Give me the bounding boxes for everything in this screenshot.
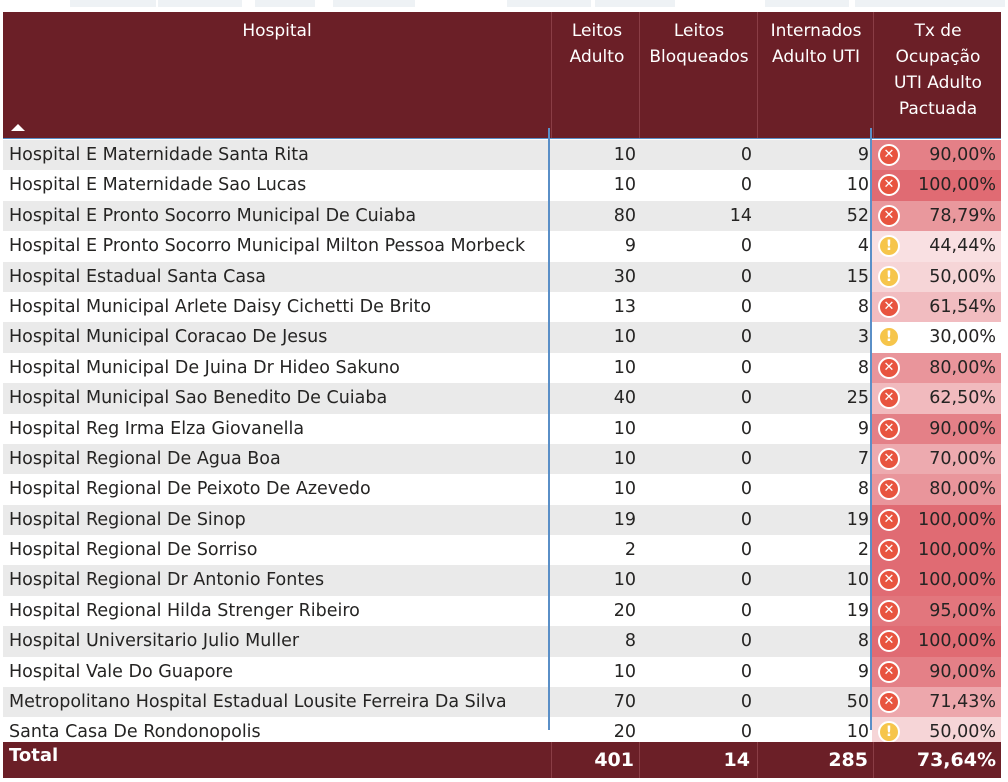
cell-leitos-adulto: 10 (613, 327, 636, 348)
cell-leitos-bloqueados: 0 (740, 175, 752, 196)
taxa-value: 100,00% (918, 631, 996, 652)
table-row[interactable] (3, 657, 1001, 687)
cell-internados: 15 (846, 266, 869, 287)
table-row[interactable] (3, 505, 1001, 535)
cell-hospital-name: Hospital Municipal Coracao De Jesus (9, 327, 328, 348)
error-circle-icon: ✕ (878, 630, 900, 652)
error-circle-icon: ✕ (878, 418, 900, 440)
cell-hospital-name: Hospital E Maternidade Sao Lucas (9, 175, 307, 196)
tab-stub[interactable] (255, 0, 315, 7)
cell-hospital-name: Hospital Municipal De Juina Dr Hideo Sakuno (9, 357, 400, 378)
cell-leitos-bloqueados: 0 (740, 388, 752, 409)
cell-internados: 7 (857, 448, 869, 469)
total-taxa-ocupacao: 73,64% (916, 749, 996, 771)
cell-leitos-bloqueados: 0 (740, 357, 752, 378)
table-row[interactable] (3, 201, 1001, 231)
cell-leitos-bloqueados: 0 (740, 631, 752, 652)
column-divider (639, 12, 640, 138)
taxa-value: 100,00% (918, 540, 996, 561)
cell-internados: 50 (846, 692, 869, 713)
taxa-value: 50,00% (929, 266, 996, 287)
cell-leitos-adulto: 10 (613, 661, 636, 682)
cell-leitos-adulto: 10 (613, 357, 636, 378)
cell-taxa-ocupacao (872, 565, 1001, 595)
column-header-label: Internados Adulto UTI (770, 21, 862, 67)
cell-taxa-ocupacao (872, 231, 1001, 261)
taxa-value: 95,00% (929, 600, 996, 621)
error-circle-icon: ✕ (878, 296, 900, 318)
table-row[interactable] (3, 140, 1001, 170)
total-leitos-adulto: 401 (594, 749, 634, 771)
cell-taxa-ocupacao (872, 292, 1001, 322)
cell-taxa-ocupacao (872, 687, 1001, 717)
taxa-value: 100,00% (918, 175, 996, 196)
tab-stub[interactable] (855, 0, 1005, 7)
error-circle-icon: ✕ (878, 387, 900, 409)
error-circle-icon: ✕ (878, 205, 900, 227)
cell-hospital-name: Metropolitano Hospital Estadual Lousite Ferreira Da Silva (9, 692, 507, 713)
cell-leitos-adulto: 9 (624, 236, 636, 257)
table-row[interactable] (3, 383, 1001, 413)
error-circle-icon: ✕ (878, 600, 900, 622)
cell-leitos-bloqueados: 0 (740, 327, 752, 348)
taxa-value: 71,43% (929, 692, 996, 713)
cell-hospital-name: Hospital Regional De Sorriso (9, 540, 258, 561)
cell-taxa-ocupacao (872, 657, 1001, 687)
column-divider (551, 12, 552, 138)
cell-taxa-ocupacao (872, 414, 1001, 444)
cell-leitos-adulto: 10 (613, 479, 636, 500)
error-circle-icon: ✕ (878, 478, 900, 500)
cell-internados: 8 (857, 479, 869, 500)
taxa-value: 90,00% (929, 145, 996, 165)
cell-hospital-name: Hospital Municipal Arlete Daisy Cichetti De Brito (9, 296, 432, 317)
column-header-leitos-adulto[interactable] (555, 12, 639, 138)
table-body[interactable] (3, 140, 1001, 742)
cell-leitos-adulto: 70 (613, 692, 636, 713)
taxa-value: 78,79% (929, 205, 996, 226)
cell-taxa-ocupacao (872, 140, 1001, 170)
cell-internados: 19 (846, 600, 869, 621)
cell-internados: 19 (846, 509, 869, 530)
warning-circle-icon: ! (878, 266, 900, 288)
hospital-occupancy-table (3, 12, 1001, 742)
taxa-value: 90,00% (929, 661, 996, 682)
cell-taxa-ocupacao (872, 505, 1001, 535)
table-row[interactable] (3, 170, 1001, 200)
taxa-value: 70,00% (929, 448, 996, 469)
cell-internados: 10 (846, 175, 869, 196)
column-divider (757, 12, 758, 138)
table-row[interactable] (3, 535, 1001, 565)
cell-taxa-ocupacao (872, 535, 1001, 565)
cell-leitos-bloqueados: 0 (740, 570, 752, 591)
cell-taxa-ocupacao (872, 322, 1001, 352)
taxa-value: 100,00% (918, 509, 996, 530)
tab-stub[interactable] (158, 0, 242, 7)
cell-leitos-adulto: 40 (613, 388, 636, 409)
total-leitos-bloqueados: 14 (723, 749, 750, 771)
cell-internados: 8 (857, 357, 869, 378)
table-row[interactable] (3, 414, 1001, 444)
tab-stub[interactable] (595, 0, 675, 7)
cell-leitos-adulto: 19 (613, 509, 636, 530)
cell-hospital-name: Hospital Universitario Julio Muller (9, 631, 300, 652)
tab-stub[interactable] (333, 0, 415, 7)
taxa-value: 100,00% (918, 570, 996, 591)
cell-internados: 10 (846, 570, 869, 591)
cell-hospital-name: Hospital E Pronto Socorro Municipal Milton Pessoa Morbeck (9, 236, 526, 257)
column-header-leitos-bloqueados[interactable] (641, 12, 757, 138)
cell-taxa-ocupacao (872, 626, 1001, 656)
cell-leitos-adulto: 10 (613, 175, 636, 196)
column-divider (873, 12, 874, 138)
taxa-value: 50,00% (929, 722, 996, 742)
error-circle-icon: ✕ (878, 509, 900, 531)
cell-leitos-bloqueados: 0 (740, 540, 752, 561)
column-separator-line (870, 128, 872, 730)
taxa-value: 62,50% (929, 388, 996, 409)
table-row[interactable] (3, 292, 1001, 322)
table-row[interactable] (3, 474, 1001, 504)
column-header-hospital[interactable] (3, 12, 551, 138)
cell-leitos-bloqueados: 0 (740, 722, 752, 742)
cell-internados: 9 (857, 145, 869, 165)
table-row[interactable] (3, 231, 1001, 261)
column-header-internados[interactable] (759, 12, 873, 138)
cell-internados: 10 (846, 722, 869, 742)
error-circle-icon: ✕ (878, 691, 900, 713)
tab-stub[interactable] (765, 0, 849, 7)
table-row[interactable] (3, 565, 1001, 595)
cell-hospital-name: Hospital Reg Irma Elza Giovanella (9, 418, 305, 439)
column-header-label: Leitos Bloqueados (649, 21, 749, 67)
taxa-value: 30,00% (929, 327, 996, 348)
cell-leitos-adulto: 30 (613, 266, 636, 287)
cell-leitos-bloqueados: 0 (740, 266, 752, 287)
warning-circle-icon: ! (878, 721, 900, 742)
total-row (3, 742, 1001, 778)
table-row[interactable] (3, 353, 1001, 383)
table-row[interactable] (3, 626, 1001, 656)
cell-leitos-bloqueados: 0 (740, 692, 752, 713)
warning-circle-icon: ! (878, 235, 900, 257)
cell-leitos-bloqueados: 0 (740, 296, 752, 317)
error-circle-icon: ✕ (878, 539, 900, 561)
error-circle-icon: ✕ (878, 569, 900, 591)
total-internados: 285 (828, 749, 868, 771)
error-circle-icon: ✕ (878, 174, 900, 196)
cell-hospital-name: Hospital E Maternidade Santa Rita (9, 145, 309, 165)
cell-leitos-bloqueados: 0 (740, 509, 752, 530)
cell-leitos-adulto: 10 (613, 448, 636, 469)
cell-hospital-name: Hospital Regional De Peixoto De Azevedo (9, 479, 371, 500)
table-row[interactable] (3, 596, 1001, 626)
cell-leitos-bloqueados: 0 (740, 479, 752, 500)
cell-hospital-name: Hospital E Pronto Socorro Municipal De Cuiaba (9, 205, 417, 226)
cell-leitos-bloqueados: 0 (740, 418, 752, 439)
cell-leitos-bloqueados: 0 (740, 145, 752, 165)
cell-leitos-adulto: 20 (613, 600, 636, 621)
cell-internados: 52 (846, 205, 869, 226)
cell-leitos-bloqueados: 0 (740, 236, 752, 257)
cell-leitos-bloqueados: 14 (729, 205, 752, 226)
cell-internados: 8 (857, 296, 869, 317)
cell-hospital-name: Hospital Regional De Sinop (9, 509, 246, 530)
taxa-value: 80,00% (929, 357, 996, 378)
warning-circle-icon: ! (878, 326, 900, 348)
table-header (3, 12, 1001, 138)
cell-internados: 4 (857, 236, 869, 257)
cell-internados: 9 (857, 418, 869, 439)
cell-hospital-name: Hospital Estadual Santa Casa (9, 266, 266, 287)
table-row[interactable] (3, 322, 1001, 352)
cell-leitos-bloqueados: 0 (740, 448, 752, 469)
taxa-value: 80,00% (929, 479, 996, 500)
cell-taxa-ocupacao (872, 170, 1001, 200)
cell-taxa-ocupacao (872, 444, 1001, 474)
tab-stub[interactable] (507, 0, 591, 7)
cell-taxa-ocupacao (872, 353, 1001, 383)
cell-taxa-ocupacao (872, 474, 1001, 504)
cell-leitos-bloqueados: 0 (740, 661, 752, 682)
error-circle-icon: ✕ (878, 661, 900, 683)
error-circle-icon: ✕ (878, 448, 900, 470)
cell-taxa-ocupacao (872, 596, 1001, 626)
taxa-value: 44,44% (929, 236, 996, 257)
cell-internados: 2 (857, 540, 869, 561)
cell-leitos-adulto: 10 (613, 145, 636, 165)
sort-ascending-icon[interactable] (11, 124, 25, 131)
column-header-label: Leitos Adulto (569, 21, 625, 67)
cell-internados: 3 (857, 327, 869, 348)
error-circle-icon: ✕ (878, 144, 900, 166)
cell-hospital-name: Santa Casa De Rondonopolis (9, 722, 261, 742)
cell-taxa-ocupacao (872, 201, 1001, 231)
cell-taxa-ocupacao (872, 383, 1001, 413)
header-underline (3, 138, 1001, 139)
cell-leitos-adulto: 13 (613, 296, 636, 317)
tab-stub[interactable] (70, 0, 156, 7)
cell-leitos-bloqueados: 0 (740, 600, 752, 621)
taxa-value: 90,00% (929, 418, 996, 439)
cell-hospital-name: Hospital Municipal Sao Benedito De Cuiaba (9, 388, 388, 409)
cell-hospital-name: Hospital Regional Dr Antonio Fontes (9, 570, 325, 591)
taxa-value: 61,54% (929, 296, 996, 317)
cell-leitos-adulto: 10 (613, 570, 636, 591)
column-header-label: Tx de Ocupação UTI Adulto Pactuada (894, 21, 982, 119)
cell-hospital-name: Hospital Regional Hilda Strenger Ribeiro (9, 600, 360, 621)
table-row[interactable] (3, 687, 1001, 717)
error-circle-icon: ✕ (878, 357, 900, 379)
cell-internados: 8 (857, 631, 869, 652)
top-tab-strip (0, 0, 1008, 10)
table-row[interactable] (3, 444, 1001, 474)
cell-taxa-ocupacao (872, 262, 1001, 292)
total-label: Total (9, 745, 59, 766)
cell-leitos-adulto: 80 (613, 205, 636, 226)
column-header-label: Hospital (242, 21, 312, 41)
cell-leitos-adulto: 8 (624, 631, 636, 652)
cell-leitos-adulto: 10 (613, 418, 636, 439)
cell-hospital-name: Hospital Regional De Agua Boa (9, 448, 281, 469)
column-separator-line (548, 128, 550, 730)
cell-internados: 9 (857, 661, 869, 682)
cell-internados: 25 (846, 388, 869, 409)
cell-taxa-ocupacao (872, 717, 1001, 742)
cell-leitos-adulto: 20 (613, 722, 636, 742)
table-row[interactable] (3, 262, 1001, 292)
cell-leitos-adulto: 2 (624, 540, 636, 561)
column-header-taxa-ocupacao[interactable] (875, 12, 1001, 138)
cell-hospital-name: Hospital Vale Do Guapore (9, 661, 234, 682)
table-row[interactable] (3, 717, 1001, 742)
